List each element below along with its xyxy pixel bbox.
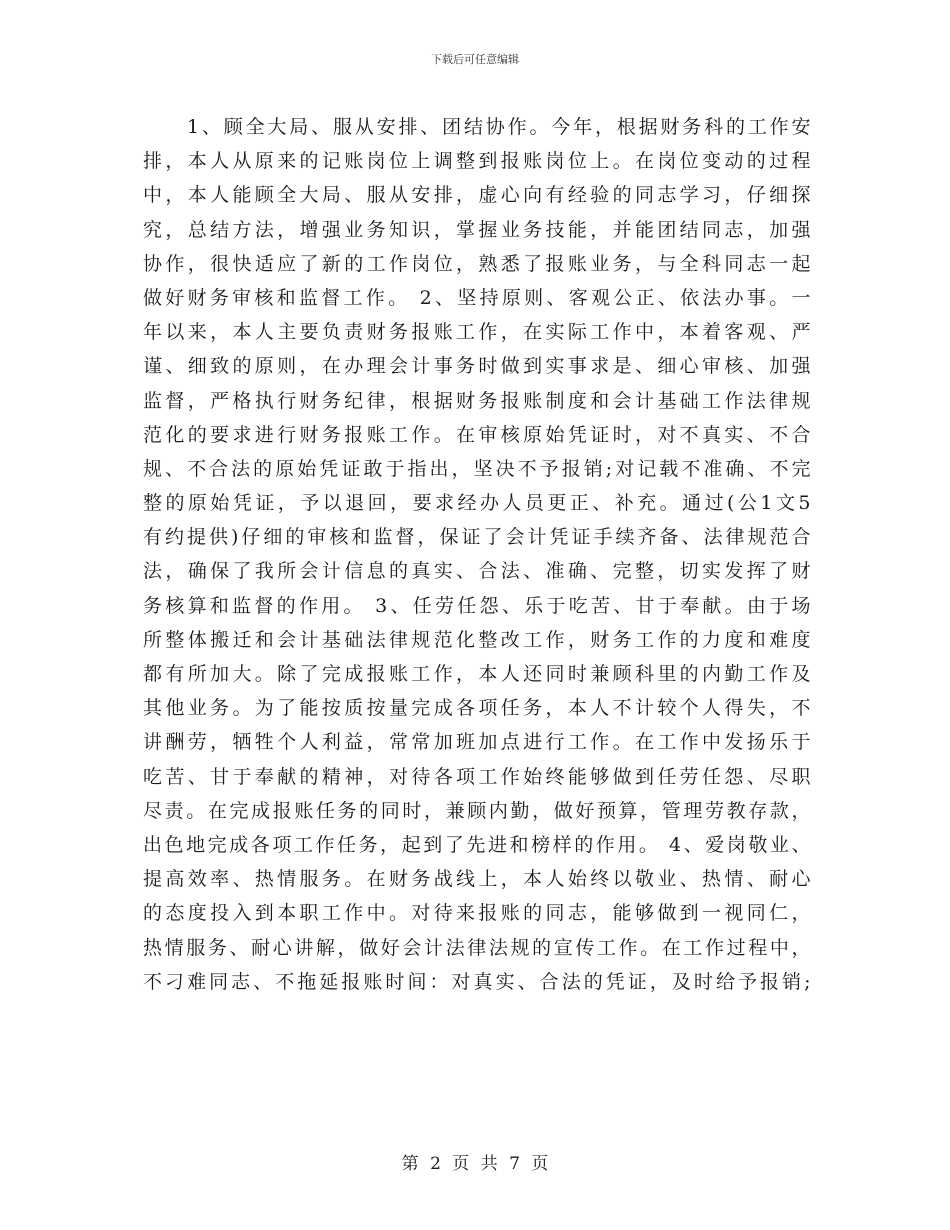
text-line: 所整体搬迁和会计基础法律规范化整改工作，财务工作的力度和难度 xyxy=(143,628,811,651)
text-line: 法，确保了我所会计信息的真实、合法、准确、完整，切实发挥了财 xyxy=(143,560,811,583)
text-line: 不刁难同志、不拖延报账时间：对真实、合法的凭证，及时给予报销; xyxy=(143,970,811,993)
text-line: 中，本人能顾全大局、服从安排，虚心向有经验的同志学习，仔细探 xyxy=(143,184,811,207)
page-footer: 第 2 页 共 7 页 xyxy=(401,1154,549,1174)
text-line: 年以来，本人主要负责财务报账工作，在实际工作中，本着客观、严 xyxy=(143,321,811,344)
text-line: 1、顾全大局、服从安排、团结协作。今年，根据财务科的工作安 xyxy=(187,116,811,138)
text-line: 务核算和监督的作用。 3、任劳任怨、乐于吃苦、甘于奉献。由于场 xyxy=(143,594,811,617)
text-line: 出色地完成各项工作任务，起到了先进和榜样的作用。 4、爱岗敬业、 xyxy=(143,833,811,856)
text-line: 都有所加大。除了完成报账工作，本人还同时兼顾科里的内勤工作及 xyxy=(143,663,811,685)
text-line: 谨、细致的原则，在办理会计事务时做到实事求是、细心审核、加强 xyxy=(143,355,811,378)
text-line: 其他业务。为了能按质按量完成各项任务，本人不计较个人得失，不 xyxy=(143,697,811,720)
text-line: 有约提供)仔细的审核和监督，保证了会计凭证手续齐备、法律规范合 xyxy=(143,526,811,549)
text-line: 排，本人从原来的记账岗位上调整到报账岗位上。在岗位变动的过程 xyxy=(143,150,811,173)
page-header: 下载后可任意编辑 xyxy=(431,53,519,66)
text-line: 协作，很快适应了新的工作岗位，熟悉了报账业务，与全科同志一起 xyxy=(143,252,811,275)
text-line: 讲酬劳，牺牲个人利益，常常加班加点进行工作。在工作中发扬乐于 xyxy=(143,731,811,754)
text-line: 规、不合法的原始凭证敢于指出，坚决不予报销;对记载不准确、不完 xyxy=(143,457,811,480)
text-line: 的态度投入到本职工作中。对待来报账的同志，能够做到一视同仁， xyxy=(143,902,811,925)
document-body xyxy=(143,110,811,999)
text-line: 究，总结方法，增强业务知识，掌握业务技能，并能团结同志，加强 xyxy=(143,218,811,241)
text-line: 做好财务审核和监督工作。 2、坚持原则、客观公正、依法办事。一 xyxy=(143,286,811,309)
text-line: 范化的要求进行财务报账工作。在审核原始凭证时，对不真实、不合 xyxy=(143,423,811,446)
text-line: 整的原始凭证，予以退回，要求经办人员更正、补充。通过(公1文5 xyxy=(143,492,811,515)
text-line: 尽责。在完成报账任务的同时，兼顾内勤，做好预算，管理劳教存款， xyxy=(143,799,811,822)
text-line: 热情服务、耐心讲解，做好会计法律法规的宣传工作。在工作过程中， xyxy=(143,936,811,959)
text-line: 监督，严格执行财务纪律，根据财务报账制度和会计基础工作法律规 xyxy=(143,389,811,412)
text-line: 提高效率、热情服务。在财务战线上，本人始终以敬业、热情、耐心 xyxy=(143,868,811,891)
text-line: 吃苦、甘于奉献的精神，对待各项工作始终能够做到任劳任怨、尽职 xyxy=(143,765,811,788)
